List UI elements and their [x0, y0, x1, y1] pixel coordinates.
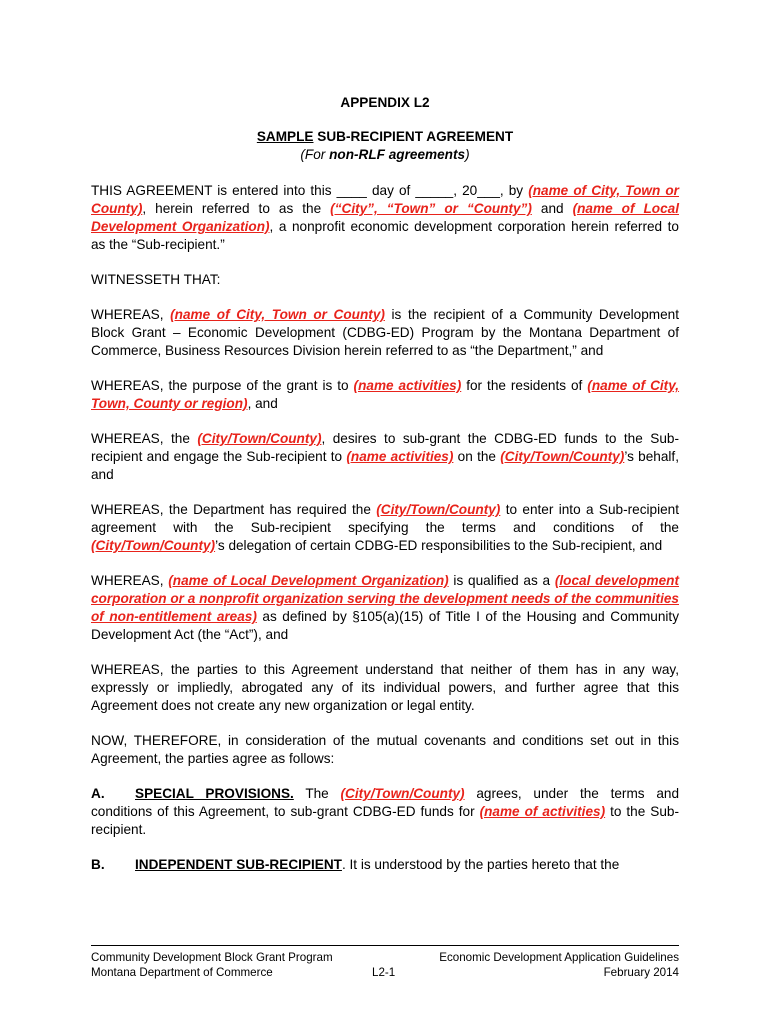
placeholder-field: (name of activities) — [479, 804, 606, 819]
paragraph-whereas-parties: WHEREAS, the parties to this Agreement understand that neither of them has in any way, expressly or impliedly, abrogated any of its individual powers, and further agree that this Agreement does not create any new organization or legal entity. — [91, 662, 679, 713]
footer-date: February 2014 — [603, 966, 679, 979]
title-sample: SAMPLE — [256, 129, 314, 144]
placeholder-field: (name of City, Town or County) — [91, 183, 679, 216]
placeholder-field: (name of City, Town, County or region) — [91, 378, 680, 411]
section-letter: A. — [91, 786, 105, 801]
agreement-title — [91, 128, 679, 146]
agreement-subtitle: (For non-RLF agreements) — [300, 147, 470, 162]
placeholder-field: (name of City, Town or County) — [170, 307, 385, 322]
section-heading: SPECIAL PROVISIONS. — [135, 786, 294, 801]
title-rest: SUB-RECIPIENT AGREEMENT — [313, 129, 514, 144]
placeholder-field: (name of Local Development Organization) — [168, 573, 449, 588]
placeholder-field: (City/Town/County) — [340, 786, 465, 801]
document-body — [91, 94, 679, 891]
page-number: L2-1 — [372, 966, 396, 979]
paragraph-whereas-qualified: WHEREAS, (name of Local Development Organization) is qualified as a (local development corporation or a nonprofit organization serving the development needs of the communities of non-entitlement areas) as defined by §105(a)(15) of Title I of the Housing and Community Development Act (the “Act”), and — [91, 573, 680, 642]
appendix-title: APPENDIX L2 — [340, 95, 430, 110]
placeholder-field: (City/Town/County) — [376, 502, 501, 517]
footer-department: Montana Department of Commerce — [91, 966, 273, 979]
placeholder-field: (City/Town/County) — [500, 449, 625, 464]
paragraph-whereas-purpose: WHEREAS, the purpose of the grant is to (name activities) for the residents of (name of City, Town, County or region), and — [91, 378, 680, 411]
paragraph-agreement-intro: THIS AGREEMENT is entered into this ____ day of _____, 20___, by (name of City, Town or County), herein referred to as the (“City”, “Town” or “County”) and (name of Local Development Organization), a nonprofit economic development corporation herein referred to as the “Sub-recipient.” — [91, 183, 679, 252]
section-b-independent: B. INDEPENDENT SUB-RECIPIENT. It is understood by the parties hereto that the — [91, 857, 620, 872]
paragraph-whereas-department: WHEREAS, the Department has required the (City/Town/County) to enter into a Sub-recipient agreement with the Sub-recipient specifying the terms and conditions of the (City/Town/County)’s delegation of certain CDBG-ED responsibilities to the Sub-recipient, and — [91, 502, 680, 553]
placeholder-field: (name of Local Development Organization) — [91, 201, 679, 234]
paragraph-now-therefore: NOW, THEREFORE, in consideration of the mutual covenants and conditions set out in this Agreement, the parties agree as follows: — [91, 733, 679, 766]
section-heading: INDEPENDENT SUB-RECIPIENT — [135, 857, 342, 872]
paragraph-witnesseth: WITNESSETH THAT: — [91, 272, 221, 287]
footer-program: Community Development Block Grant Program — [91, 951, 333, 964]
paragraph-whereas-subgrant: WHEREAS, the (City/Town/County), desires to sub-grant the CDBG-ED funds to the Sub-recipient and engage the Sub-recipient to (name activities) on the (City/Town/County)’s behalf, and — [91, 431, 680, 482]
placeholder-field: (name activities) — [346, 449, 454, 464]
page-footer — [91, 945, 679, 980]
placeholder-field: (City/Town/County) — [197, 431, 322, 446]
placeholder-field: (“City”, “Town” or “County”) — [330, 201, 532, 216]
section-a-special-provisions: A. SPECIAL PROVISIONS. The (City/Town/County) agrees, under the terms and conditions of this Agreement, to sub-grant CDBG-ED funds for (name of activities) to the Sub-recipient. — [91, 786, 680, 837]
placeholder-field: (City/Town/County) — [91, 538, 216, 553]
placeholder-field: (local development corporation or a nonprofit organization serving the development needs of the communities of non-entitlement areas) — [91, 573, 679, 624]
placeholder-field: (name activities) — [353, 378, 462, 393]
footer-guidelines: Economic Development Application Guidelines — [439, 951, 679, 964]
section-letter: B. — [91, 857, 105, 872]
paragraph-whereas-recipient: WHEREAS, (name of City, Town or County) is the recipient of a Community Development Block Grant – Economic Development (CDBG-ED) Program by the Montana Department of Commerce, Business Resources Division herein referred to as “the Department,” and — [91, 307, 679, 358]
